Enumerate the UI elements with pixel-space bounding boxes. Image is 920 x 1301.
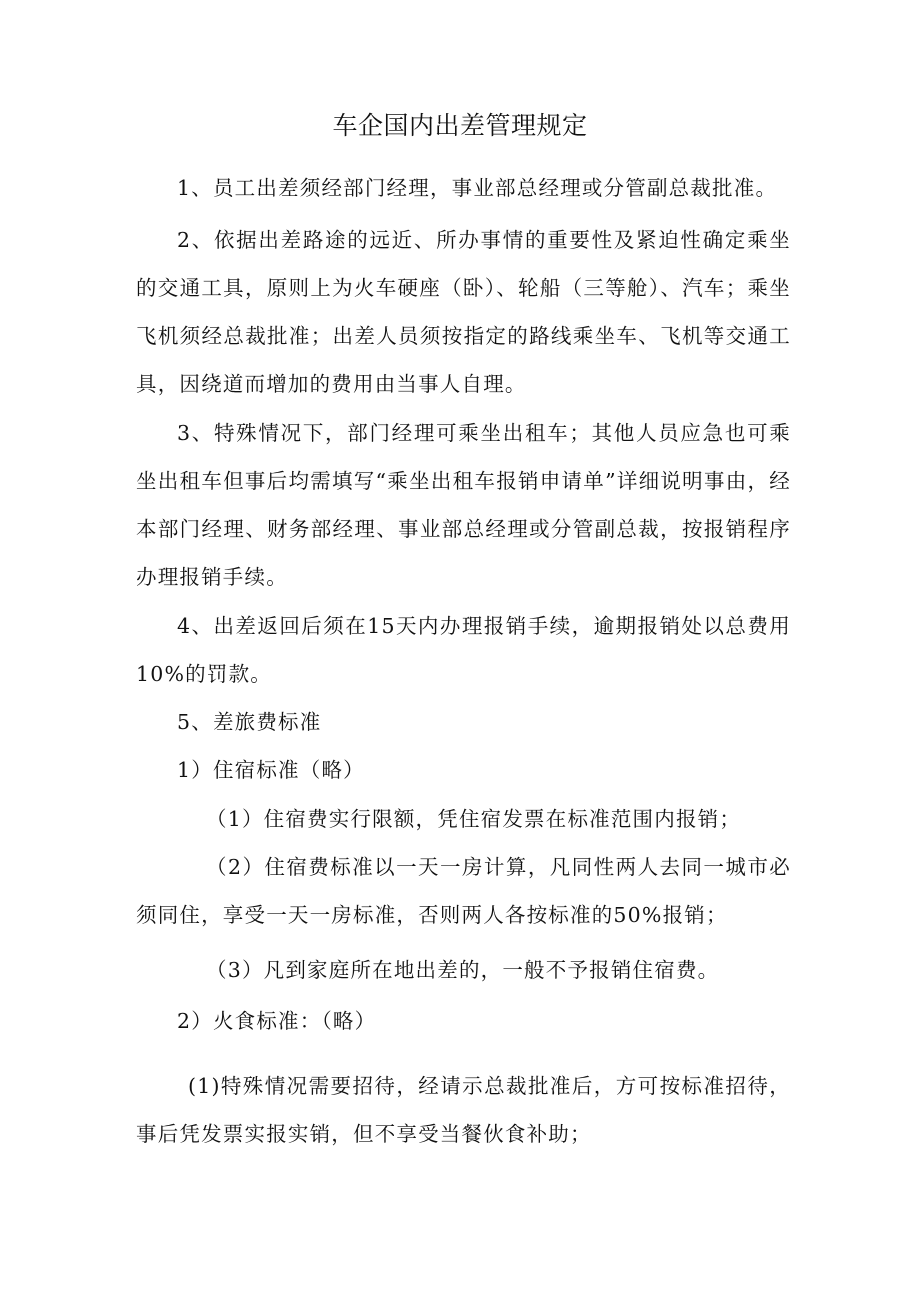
page-title: 车企国内出差管理规定 xyxy=(332,111,588,140)
paragraph-4-reimbursement-deadline: 4、出差返回后须在15天内办理报销手续，逾期报销处以总费用10%的罚款。 xyxy=(136,614,791,686)
paragraph-2-transport: 2、依据出差路途的远近、所办事情的重要性及紧迫性确定乘坐的交通工具，原则上为火车硬座（卧）、轮船（三等舱）、汽车；乘坐飞机须经总裁批准；出差人员须按指定的路线乘坐车、飞机等交通工具，因绕道而增加的费用由当事人自理。 xyxy=(136,228,791,396)
subheading-lodging-standard: 1）住宿标准（略） xyxy=(177,758,365,782)
lodging-item-2: （2）住宿费标准以一天一房计算，凡同性两人去同一城市必须同住，享受一天一房标准，否则两人各按标准的50%报销； xyxy=(136,855,791,927)
lodging-item-3: （3）凡到家庭所在地出差的，一般不予报销住宿费。 xyxy=(206,958,720,982)
meal-item-1: (1)特殊情况需要招待，经请示总裁批准后，方可按标准招待，事后凭发票实报实销，但不享受当餐伙食补助； xyxy=(136,1074,791,1146)
subheading-meal-standard: 2）火食标准：（略） xyxy=(177,1009,377,1033)
paragraph-5-expense-standard: 5、差旅费标准 xyxy=(177,710,322,734)
paragraph-1-approval: 1、员工出差须经部门经理，事业部总经理或分管副总裁批准。 xyxy=(177,176,778,200)
paragraph-3-taxi: 3、特殊情况下，部门经理可乘坐出租车；其他人员应急也可乘坐出租车但事后均需填写“乘坐出租车报销申请单”详细说明事由，经本部门经理、财务部经理、事业部总经理或分管副总裁，按报销程序办理报销手续。 xyxy=(136,421,791,589)
lodging-item-1: （1）住宿费实行限额，凭住宿发票在标准范围内报销； xyxy=(206,807,742,831)
